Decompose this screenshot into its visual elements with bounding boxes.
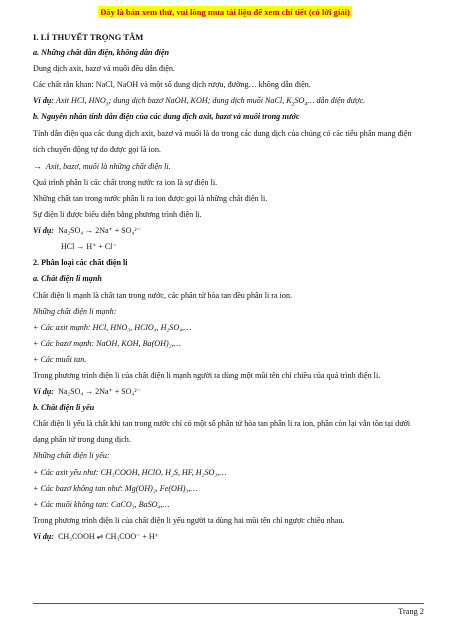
example-label: Ví dụ:: [33, 387, 54, 397]
paragraph: Những chất tan trong nước phân li ra ion được gọi là những chất điện li.: [33, 193, 268, 203]
example-text: Axit HCl, HNO: [54, 96, 106, 106]
list-item: + Các axit yếu như: CH₃COOH, HClO, H₂S, HF, H₂SO₃,…: [33, 467, 227, 477]
example-text: SO: [294, 96, 305, 106]
page-number: Trang 2: [398, 607, 424, 616]
paragraph: Trong phương trình điện li của chất điện li yếu người ta dùng hai mũi tên chỉ ngược chiều nhau.: [33, 515, 345, 525]
example-line: Ví dụ: Axit HCl, $HNO_3$; dung dịch bazơ NaOH, KOH; dung dịch muối NaCl, $K_2SO_4\dots$ dẫn điện được.: [33, 96, 366, 108]
equation: Na₂SO₄ → 2Na⁺ + SO₄²⁻: [58, 226, 141, 236]
example-label: Ví dụ:: [33, 226, 54, 236]
document-body: [33, 29, 424, 545]
list-title: Những chất điện li yếu:: [33, 451, 110, 461]
list-item: + Các muối tan.: [33, 354, 87, 364]
list-item: + Các axit mạnh: HCl, HNO₃, HClO₄, H₂SO₄,…: [33, 322, 192, 332]
footer-divider: [33, 603, 424, 604]
paragraph: Sự điện li được biểu diễn bằng phương trình điện li.: [33, 210, 202, 220]
list-item: + Các bazơ mạnh: NaOH, KOH, Ba(OH)₂,…: [33, 338, 181, 348]
paragraph: Quá trình phân li các chất trong nước ra ion là sự điện li.: [33, 177, 218, 187]
list-title: Những chất điện li mạnh:: [33, 306, 117, 316]
preview-banner-text: Đây là bản xem thử, vui lòng mua tài liệu để xem chi tiết (có lời giải): [100, 7, 350, 17]
example-text: ; dung dịch bazơ NaOH, KOH; dung dịch muối NaCl, K: [108, 96, 292, 106]
subheading: a. Chất điện li mạnh: [33, 274, 102, 284]
equation-line: [33, 384, 424, 400]
subheading: a. Những chất dẫn điện, không dẫn điện: [33, 48, 170, 58]
right-arrow-icon: →: [33, 160, 42, 171]
subheading: b. Chất điện li yếu: [33, 403, 95, 413]
equation-line: [33, 239, 424, 255]
preview-banner: [0, 7, 450, 17]
equation: Na₂SO₄ → 2Na⁺ + SO₄²⁻: [58, 387, 141, 397]
subheading: b. Nguyên nhân tính dẫn điện của các dung dịch axit, bazơ và muối trong nước: [33, 112, 300, 122]
paragraph: Các chất rắn khan: NaCl, NaOH và một số dung dịch rượu, đường… không dẫn điện.: [33, 80, 311, 90]
equation: CH₃COOH ⇌ CH₃COO⁻ + H⁺: [58, 531, 159, 541]
example-text: … dẫn điện được.: [307, 96, 366, 106]
equation: HCl → H⁺ + Cl⁻: [61, 242, 117, 252]
list-item: + Các muối không tan: CaCO₃, BaSO₄,…: [33, 499, 170, 509]
paragraph: Dung dịch axit, bazơ và muối đều dẫn điện.: [33, 64, 175, 74]
paragraph: Tính dẫn điện qua các dung dịch axit, bazơ và muối là do trong các dung dịch của chúng có các tiểu phân mang điện tích chuyển động tự do được gọi là ion.: [33, 128, 412, 154]
section-heading: 2. Phân loại các chất điện li: [33, 258, 128, 268]
list-item: + Các bazơ không tan như: Mg(OH)₂, Fe(OH)₃,…: [33, 483, 198, 493]
equation-line: [33, 529, 424, 545]
example-label: Ví dụ:: [33, 531, 54, 541]
paragraph: Trong phương trình điện li của chất điện li mạnh người ta dùng một mũi tên chỉ chiều của quá trình điện li.: [33, 370, 381, 380]
example-label: Ví dụ:: [33, 96, 54, 106]
arrow-text: Axit, bazơ, muối là những chất điện li.: [45, 161, 171, 171]
equation-line: [33, 223, 424, 239]
paragraph: Chất điện li yếu là chất khi tan trong nước chỉ có một số phân tử hòa tan phân li ra ion, phần còn lại vẫn tồn tại dưới dạng phân tử trong dung dịch.: [33, 419, 411, 445]
arrow-line: [33, 158, 424, 175]
paragraph: Chất điện li mạnh là chất tan trong nước, các phân tử hòa tan đều phân li ra ion.: [33, 290, 293, 300]
section-heading: I. LÍ THUYẾT TRỌNG TÂM: [33, 32, 144, 42]
